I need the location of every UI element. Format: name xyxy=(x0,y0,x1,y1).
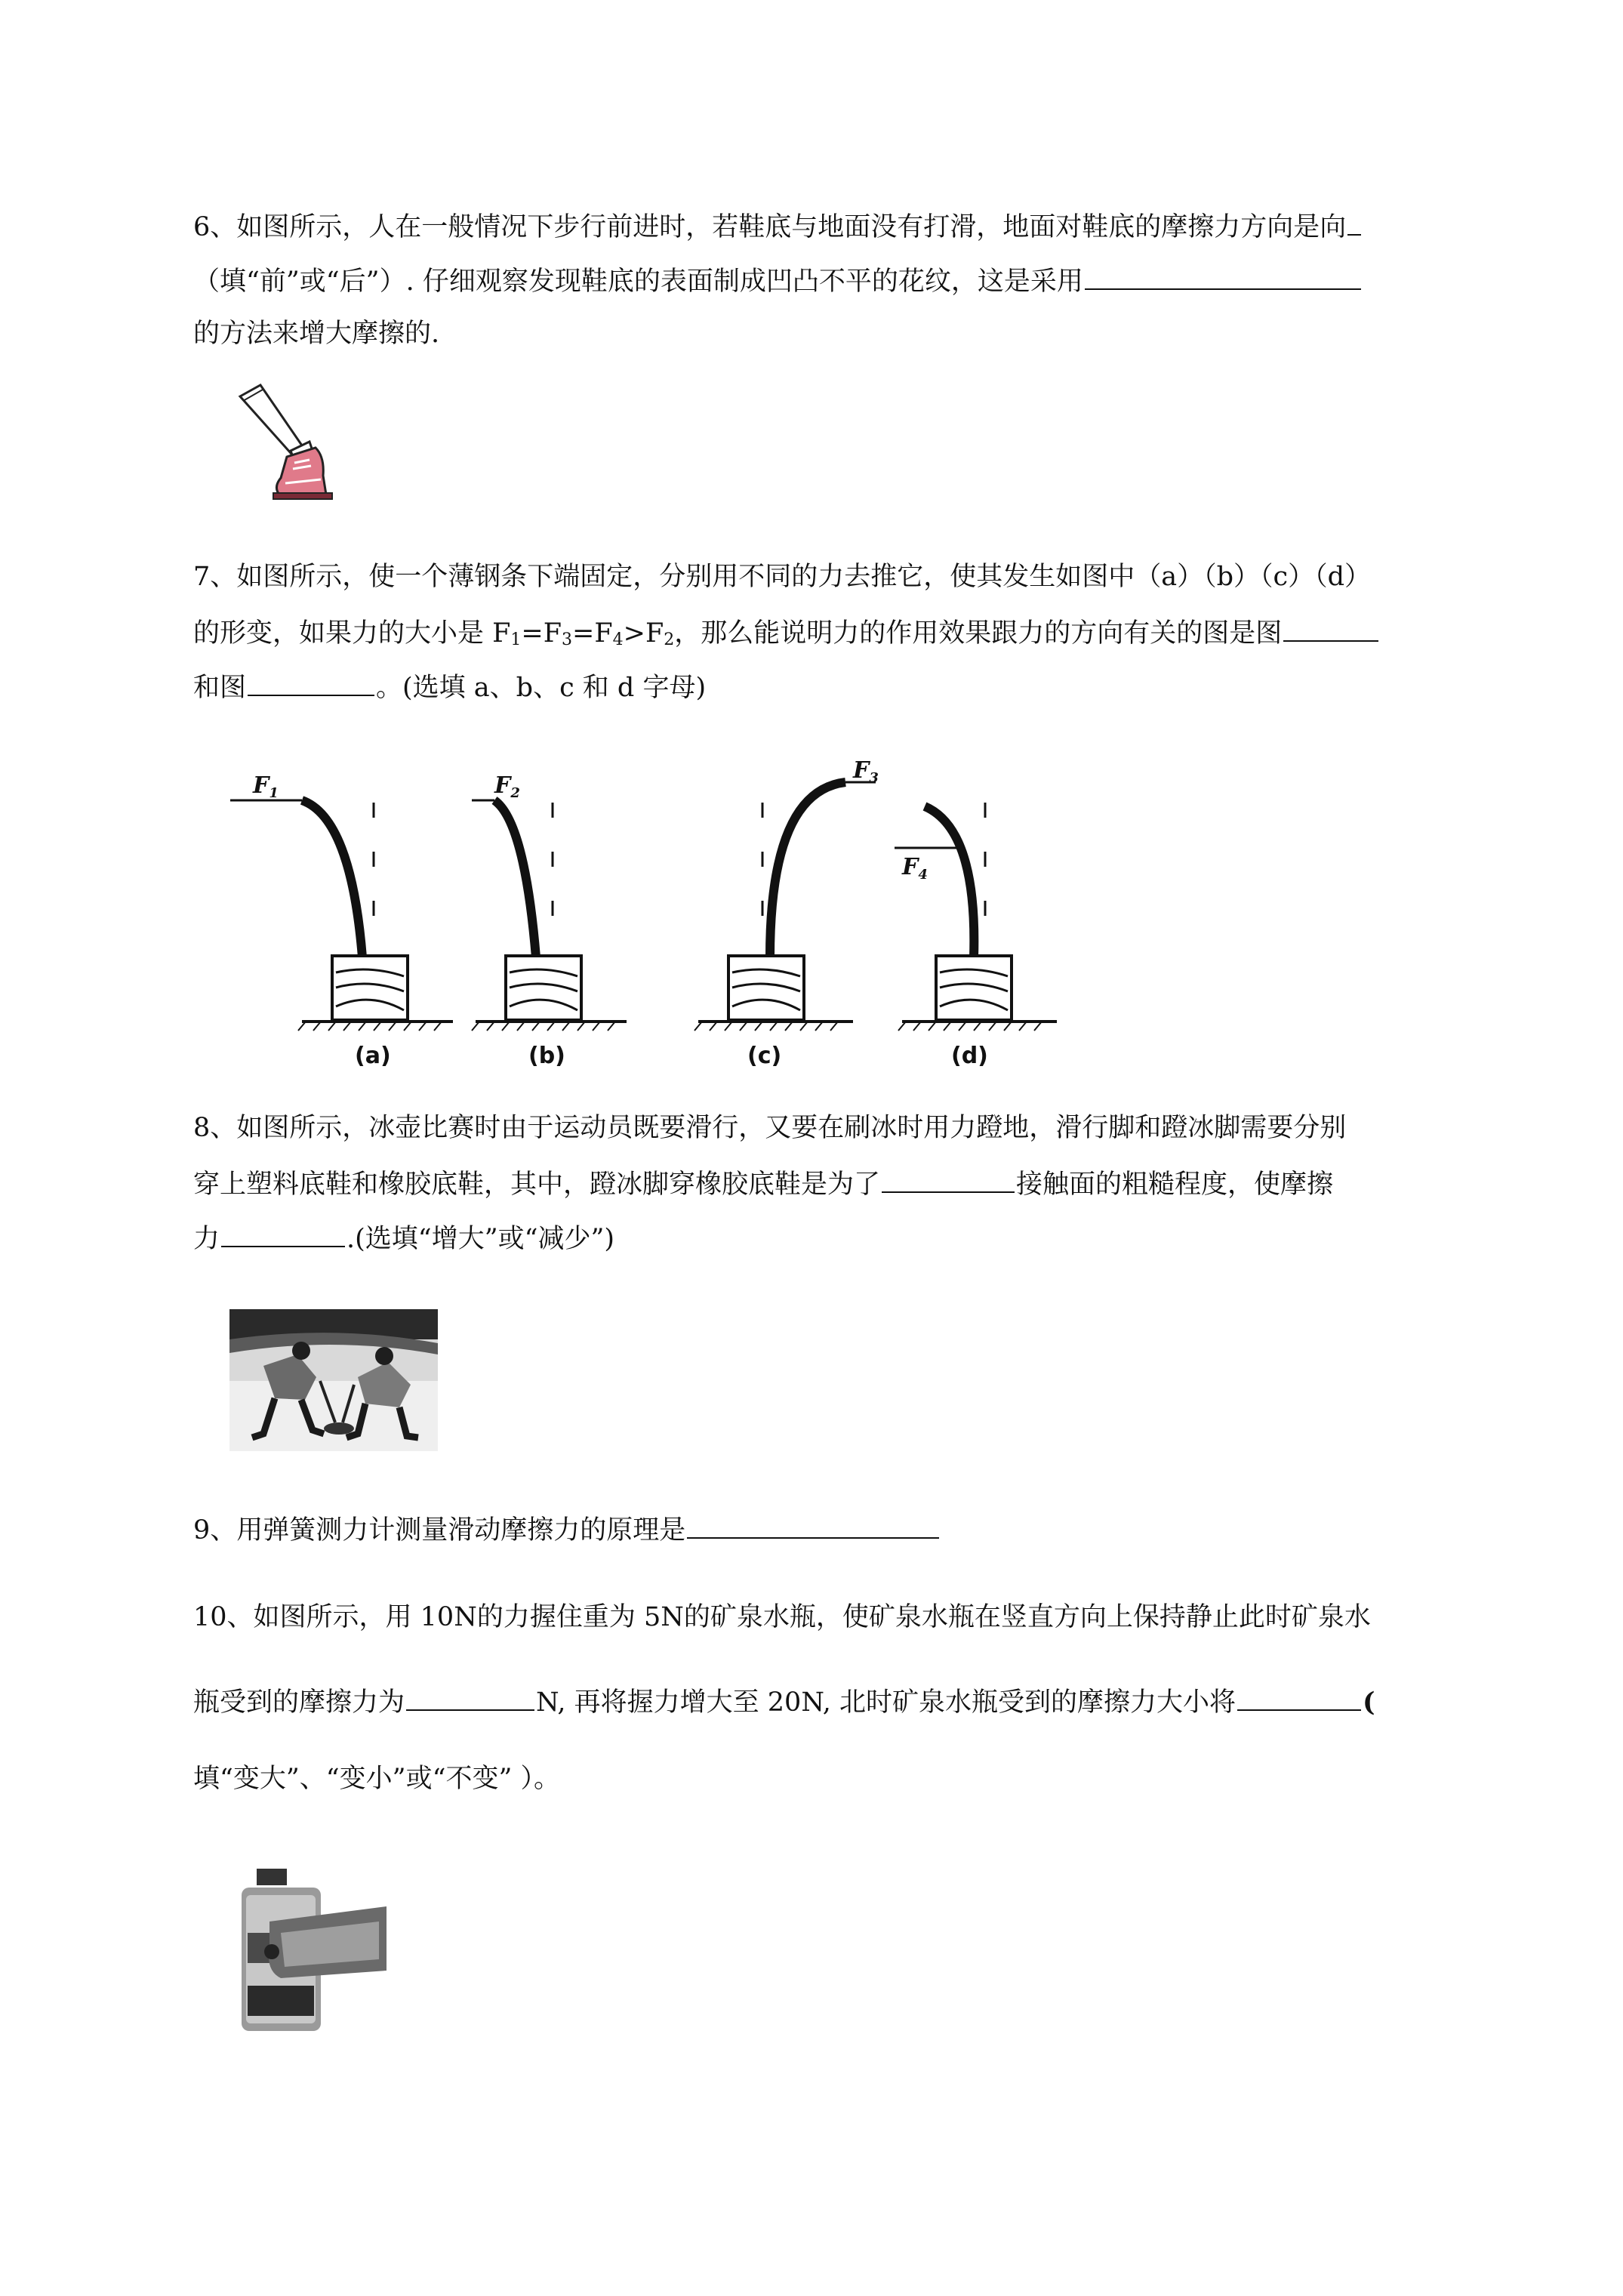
fig-label-d: (d) xyxy=(951,1043,988,1069)
q9-blank-1[interactable] xyxy=(687,1512,939,1539)
q6-text-2: （填“前”或“后”）. 仔细观察发现鞋底的表面制成凹凸不平的花纹，这是采用 xyxy=(193,267,1083,297)
curling-photo xyxy=(229,1309,438,1451)
q10-line-1 xyxy=(193,1601,1371,1634)
steel-strip-figure xyxy=(226,761,1064,1078)
q10-line-3 xyxy=(193,1762,560,1795)
q10-text-2b: N, 再将握力增大至 20N, 北时矿泉水瓶受到的摩擦力大小将 xyxy=(536,1687,1236,1718)
sub-4: 4 xyxy=(612,630,624,649)
q7-text-3a: 和图 xyxy=(193,673,247,703)
q8-line-2 xyxy=(193,1166,1333,1201)
q7-text-2b: ，那么能说明力的作用效果跟力的方向有关的图是图 xyxy=(674,618,1283,649)
q10-paren: ( xyxy=(1362,1687,1375,1718)
force-label-f1: $F_1$ xyxy=(253,772,279,801)
q9-text-1: 9、用弹簧测力计测量滑动摩擦力的原理是 xyxy=(193,1515,686,1546)
force-label-f4: $F_4$ xyxy=(902,854,928,883)
q10-text-2a: 瓶受到的摩擦力为 xyxy=(193,1687,405,1718)
q7-eq-2: =F xyxy=(572,618,613,649)
q8-text-3b: .(选填“增大”或“减少”) xyxy=(346,1224,615,1254)
q8-text-2a: 穿上塑料底鞋和橡胶底鞋，其中，蹬冰脚穿橡胶底鞋是为了 xyxy=(193,1170,881,1200)
q8-line-1 xyxy=(193,1111,1346,1145)
q7-line-3 xyxy=(193,669,706,704)
q7-text-3b: 。(选填 a、b、c 和 d 字母) xyxy=(376,673,707,703)
q8-text-3a: 力 xyxy=(193,1224,220,1254)
q7-blank-2[interactable] xyxy=(248,669,374,696)
force-label-f3: $F_3$ xyxy=(853,761,879,786)
q7-eq-1: =F xyxy=(521,618,562,649)
q8-blank-2[interactable] xyxy=(221,1220,345,1247)
q8-text-1: 8、如图所示，冰壶比赛时由于运动员既要滑行，又要在刷冰时用力蹬地，滑行脚和蹬冰脚需要分别 xyxy=(193,1113,1347,1143)
q8-text-2b: 接触面的粗糙程度，使摩擦 xyxy=(1016,1170,1334,1200)
q6-line-3 xyxy=(193,317,439,350)
q10-line-2 xyxy=(193,1684,1375,1719)
q6-line-1 xyxy=(193,208,1363,244)
q7-text-2a: 的形变，如果力的大小是 F xyxy=(193,618,511,649)
q6-blank-1[interactable] xyxy=(1347,208,1361,236)
q7-line-1 xyxy=(193,560,1371,593)
q7-line-2 xyxy=(193,615,1380,657)
q7-gt: >F xyxy=(623,618,664,649)
q6-text-3: 的方法来增大摩擦的. xyxy=(193,319,440,349)
q9-line-1 xyxy=(193,1512,941,1547)
q10-text-3: 填“变大”、“变小”或“不变” ）。 xyxy=(193,1764,560,1794)
fig-label-a: (a) xyxy=(355,1043,391,1069)
q7-blank-1[interactable] xyxy=(1283,615,1378,642)
q7-text-1: 7、如图所示，使一个薄钢条下端固定，分别用不同的力去推它，使其发生如图中（a）（b）（c）（d） xyxy=(193,562,1372,592)
q10-blank-1[interactable] xyxy=(406,1684,534,1711)
q6-blank-2[interactable] xyxy=(1085,263,1361,290)
q10-blank-2[interactable] xyxy=(1237,1684,1361,1711)
q8-line-3 xyxy=(193,1220,614,1256)
q6-line-2 xyxy=(193,263,1363,298)
q10-text-1: 10、如图所示，用 10N的力握住重为 5N的矿泉水瓶，使矿泉水瓶在竖直方向上保持静止此时矿泉水 xyxy=(193,1602,1371,1632)
walking-shoe-figure xyxy=(226,381,347,506)
q6-text-1: 6、如图所示，人在一般情况下步行前进时，若鞋底与地面没有打滑，地面对鞋底的摩擦力方向是向 xyxy=(193,212,1347,242)
sub-3: 3 xyxy=(562,630,573,649)
force-label-f2: $F_2$ xyxy=(494,772,520,801)
sub-2: 2 xyxy=(664,630,675,649)
fig-label-c: (c) xyxy=(747,1043,782,1069)
fig-label-b: (b) xyxy=(528,1043,565,1069)
bottle-grip-photo xyxy=(236,1865,387,2035)
sub-1: 1 xyxy=(510,630,522,649)
q8-blank-1[interactable] xyxy=(882,1166,1015,1193)
